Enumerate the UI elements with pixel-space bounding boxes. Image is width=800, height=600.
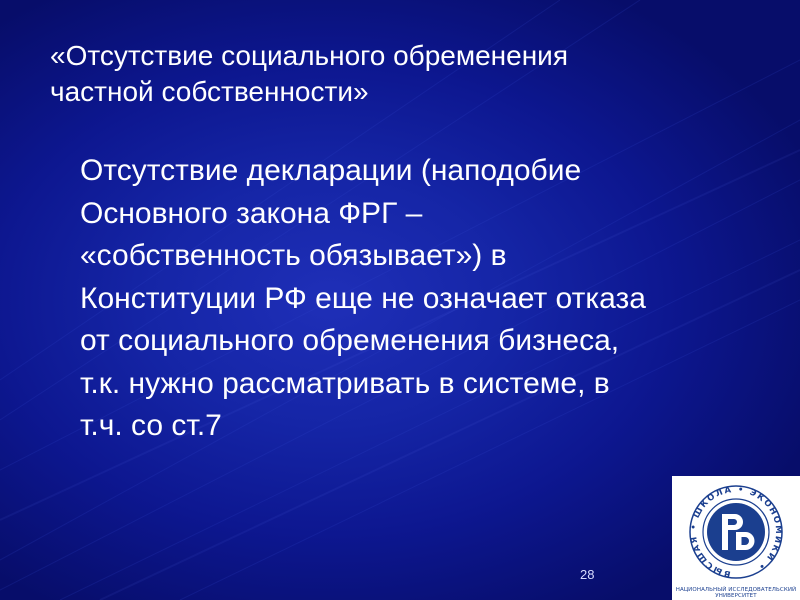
slide-title-line: частной собственности» xyxy=(50,76,369,107)
body-line: Отсутствие декларации (наподобие xyxy=(80,154,582,187)
body-line: т.ч. со ст.7 xyxy=(80,409,222,442)
body-line: Конституции РФ еще не означает отказа xyxy=(80,281,646,315)
slide-title xyxy=(50,38,750,110)
body-line: от социального обременения бизнеса, xyxy=(80,324,620,357)
slide-title-line: «Отсутствие социального обременения xyxy=(50,40,568,71)
university-logo xyxy=(672,476,800,600)
body-line: «собственность обязывает») в xyxy=(80,239,507,272)
page-number: 28 xyxy=(580,567,595,582)
body-line: Основного закона ФРГ – xyxy=(80,196,423,230)
logo-emblem-icon xyxy=(672,476,800,588)
body-line: т.к. нужно рассматривать в системе, в xyxy=(80,366,610,400)
slide-body xyxy=(80,150,770,448)
logo-ring-text: ВЫСШАЯ • ШКОЛА • ЭКОНОМИКИ • xyxy=(688,484,784,579)
logo-caption: НАЦИОНАЛЬНЫЙ ИССЛЕДОВАТЕЛЬСКИЙ УНИВЕРСИТЕТ xyxy=(675,587,797,599)
